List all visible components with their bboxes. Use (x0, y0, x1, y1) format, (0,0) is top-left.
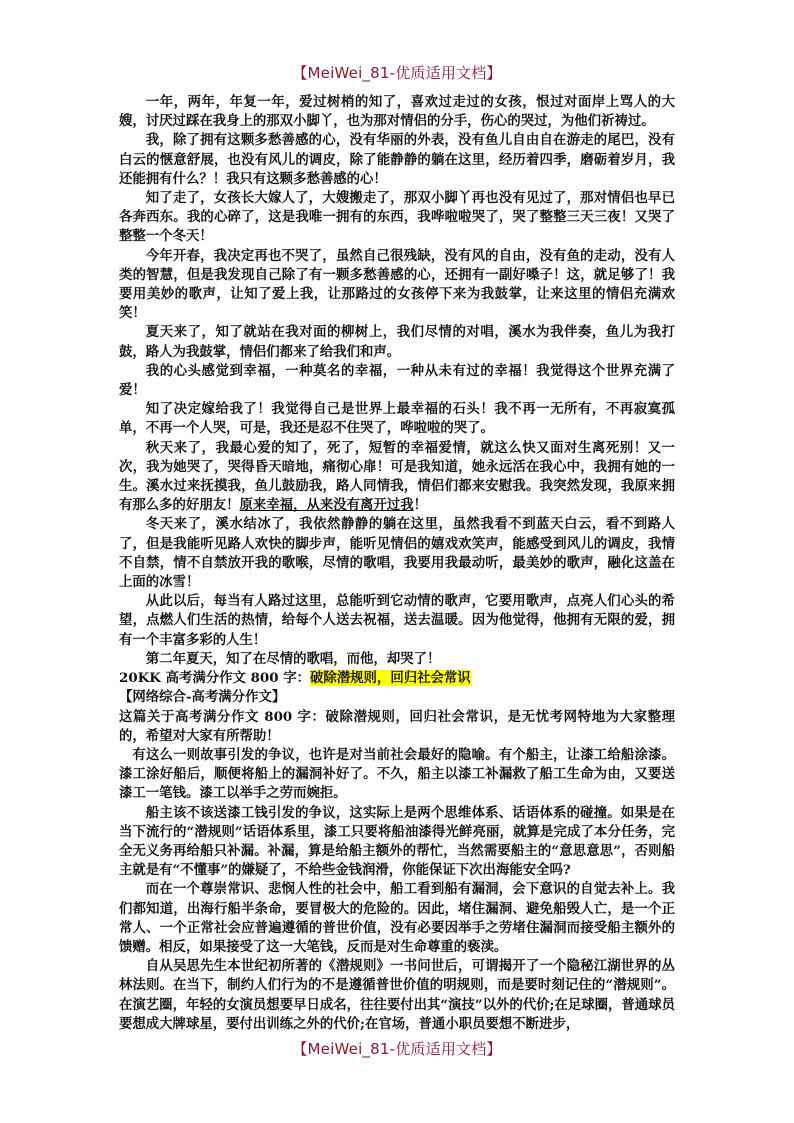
paragraph: 知了走了，女孩长大嫁人了，大嫂搬走了，那双小脚丫再也没有见过了，那对情侣也早已各奔西东。我的心碎了，这是我唯一拥有的东西，我哗啦啦哭了，哭了整整三天三夜！又哭了整整一个冬天！ (119, 190, 675, 245)
paragraph: 我，除了拥有这颗多愁善感的心，没有华丽的外表，没有鱼儿自由自在游走的尾巴，没有白云的惬意舒展，也没有风儿的调皮，除了能静静的躺在这里，经历着四季，磨砺着岁月，我还能拥有什么？！我只有这颗多愁善感的心！ (119, 132, 675, 187)
paragraph: 我的心头感觉到幸福，一种莫名的幸福，一种从未有过的幸福！我觉得这个世界充满了爱！ (119, 362, 675, 399)
paragraph: 有这么一则故事引发的争议，也许是对当前社会最好的隐喻。有个船主，让漆工给船涂漆。漆工涂好船后，顺便将船上的漏洞补好了。不久，船主以漆工补漏救了船工生命为由，又要送漆工一笔钱。漆工以举手之劳而婉拒。 (119, 746, 675, 802)
essay-title-prefix: 20KK 高考满分作文 800 字： (119, 670, 310, 687)
paragraph: 夏天来了，知了就站在我对面的柳树上，我们尽情的对唱，溪水为我伴奏，鱼儿为我打鼓，路人为我鼓掌，情侣们都来了给我们和声。 (119, 324, 675, 360)
page-footer: 【MeiWei_81-优质适用文档】 (292, 1040, 502, 1058)
paragraph: 自从吴思先生本世纪初所著的《潜规则》一书问世后，可谓揭开了一个隐秘江湖世界的丛林法则。在当下，制约人们行为的不是遵循普世价值的明规则，而是要时刻记住的“潜规则”。在演艺圈，年轻的女演员想要早日成名，往往要付出其“演技”以外的代价;在足球圈，普通球员要想成大牌球星，要付出训练之外的代价;在官场，普通小职员要想不断进步， (119, 958, 675, 1032)
paragraph: 今年开春，我决定再也不哭了，虽然自己很残缺，没有风的自由，没有鱼的走动，没有人类的智慧，但是我发现自己除了有一颗多愁善感的心，还拥有一副好嗓子！这，就足够了！我要用美妙的歌声，让知了爱上我，让那路过的女孩停下来为我鼓掌，让来这里的情侣充满欢笑！ (119, 247, 675, 322)
essay-title (119, 669, 675, 688)
paragraph: 从此以后，每当有人路过这里，总能听到它动情的歌声，它要用歌声，点亮人们心头的希望，点燃人们生活的热情，给每个人送去祝福，送去温暖。因为他觉得，他拥有无限的爱，拥有一个丰富多彩的人生！ (119, 593, 675, 648)
page-header: 【MeiWei_81-优质适用文档】 (292, 64, 502, 82)
document-body (119, 93, 675, 1034)
paragraph: 冬天来了，溪水结冰了，我依然静静的躺在这里，虽然我看不到蓝天白云，看不到路人了，但是我能听见路人欢快的脚步声，能听见情侣的嬉戏欢笑声，能感受到风儿的调皮，我情不自禁，情不自禁放开我的歌喉，尽情的歌唱，我要用我最动听，最美妙的歌声，融化这盖在上面的冰雪！ (119, 516, 675, 591)
paragraph: 一年，两年，年复一年，爱过树梢的知了，喜欢过走过的女孩，恨过对面岸上骂人的大嫂，讨厌过踩在我身上的那双小脚丫，也为那对情侣的分手，伤心的哭过，为他们祈祷过。 (119, 94, 675, 130)
essay-title-highlight: 破除潜规则，回归社会常识 (309, 670, 471, 687)
underlined-sentence: 原来幸福，从来没有离开过我 (239, 497, 414, 514)
paragraph-text: ！ (413, 497, 427, 514)
paragraph: 第二年夏天，知了在尽情的歌唱，而他，却哭了！ (145, 650, 441, 667)
source-line: 【网络综合-高考满分作文】 (119, 689, 286, 706)
paragraph: 知了决定嫁给我了！我觉得自己是世界上最幸福的石头！我不再一无所有，不再寂寞孤单，不再一个人哭，可是，我还是忍不住哭了，哗啦啦的哭了。 (119, 401, 675, 437)
paragraph-text: 秋天来了，我最心爱的知了，死了，短暂的幸福爱情，就这么快又面对生离死别！又一次，我为她哭了，哭得昏天暗地，痛彻心扉！可是我知道，她永远活在我心中，我拥有她的一生。溪水过来抚摸我，鱼儿鼓励我，路人同情我，情侣们都来安慰我。我突然发现，我原来拥有那么多的好朋友！ (119, 439, 675, 514)
paragraph: 而在一个尊崇常识、悲悯人性的社会中，船工看到船有漏洞，会下意识的自觉去补上。我们都知道，出海行船半条命，要冒极大的危险的。因此，堵住漏洞、避免船毁人亡，是一个正常人、一个正常社会应普遍遵循的普世价值，没有必要因举手之劳堵住漏洞而接受船主额外的馈赠。相反，如果接受了这一大笔钱，反而是对生命尊重的亵渎。 (119, 881, 675, 955)
intro-paragraph: 这篇关于高考满分作文 800 字：破除潜规则，回归社会常识，是无忧考网特地为大家整理的，希望对大家有所帮助！ (119, 708, 675, 744)
paragraph (119, 439, 675, 516)
paragraph: 船主该不该送漆工钱引发的争议，这实际上是两个思维体系、话语体系的碰撞。如果是在当下流行的“潜规则”话语体系里，漆工只要将船油漆得光鲜亮丽，就算是完成了本分任务，完全无义务再给船只补漏。补漏，算是给船主额外的帮忙，当然需要船主的“意思意思”，否则船主就是有“不懂事”的嫌疑了，不给些金钱润滑，你能保证下次出海能安全吗? (119, 804, 675, 879)
